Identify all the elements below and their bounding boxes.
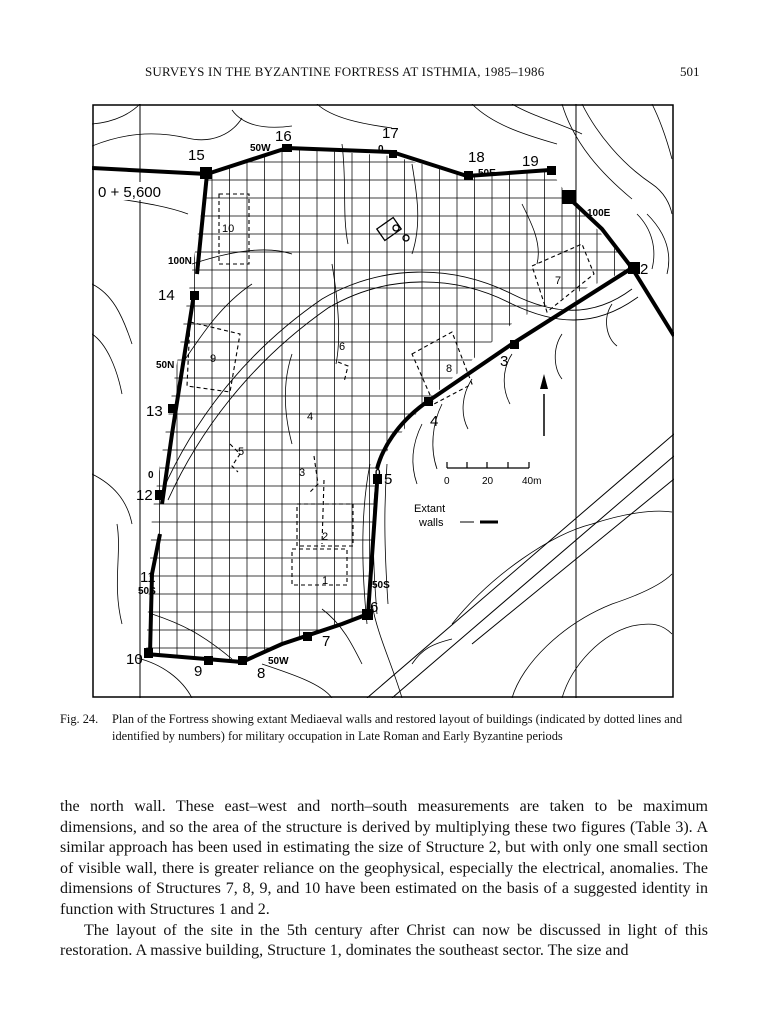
tower-label-15: 15	[188, 147, 205, 164]
tower-label-17: 17	[382, 125, 399, 142]
structure-label-6: 6	[339, 341, 346, 353]
body-text	[60, 797, 708, 962]
tower-label-10: 10	[126, 651, 143, 668]
structure-label-3: 3	[299, 467, 306, 479]
scale-tick-40m: 40m	[522, 476, 542, 487]
structure-label-9: 9	[210, 353, 217, 365]
tower-label-11: 11	[140, 569, 156, 586]
legend	[414, 503, 498, 529]
body-paragraph: the north wall. These east–west and north–south measurements are taken to be maximum dimensions, and so the area of the structure is derived by multiplying these two figures (Table 3). A similar approach has been used in estimating the size of Structure 2, but with only one small section of visible wall, there is greater reliance on the geophysical, especially the electrical, anomalies. The dimensions of Structures 7, 8, 9, and 10 have been estimated on the basis of a suggested identity in function with Structures 1 and 2.	[60, 798, 708, 918]
grid-label-100e: 100E	[587, 208, 611, 219]
tower-label-18: 18	[468, 149, 485, 166]
structure-label-7: 7	[555, 275, 562, 287]
structure-label-8: 8	[446, 363, 453, 375]
scale-bar	[447, 462, 529, 468]
structure-label-1: 1	[322, 575, 329, 587]
grid-label-50s-east: 50S	[372, 580, 390, 591]
tower-label-13: 13	[146, 403, 163, 420]
grid-label-50w-south: 50W	[268, 656, 289, 667]
figure-caption-text: Plan of the Fortress showing extant Mediaeval walls and restored layout of buildings (indicated by dotted lines and identified by numbers) for military occupation in Late Roman and Early Byzantine periods	[112, 712, 683, 743]
datum-label: 0 + 5,600	[98, 184, 161, 201]
body-paragraph: The layout of the site in the 5th century after Christ can now be discussed in light of this restoration. A massive building, Structure 1, dominates the southeast sector. The size and	[60, 921, 708, 960]
grid-label-50w-north: 50W	[250, 143, 271, 154]
restored-structures	[187, 194, 594, 585]
structure-label-10: 10	[222, 223, 235, 235]
tower-label-3: 3	[500, 353, 509, 370]
running-title: SURVEYS IN THE BYZANTINE FORTRESS AT ISTHMIA, 1985–1986	[145, 64, 545, 79]
tower-label-12: 12	[136, 487, 153, 504]
fortress-plan-map	[92, 104, 674, 698]
scale-tick-20: 20	[482, 476, 494, 487]
grid-label-100n: 100N	[168, 256, 192, 267]
grid-label-50e: 50E	[478, 168, 496, 179]
legend-label-line2: walls	[419, 517, 444, 529]
grid-label-50n: 50N	[156, 360, 175, 371]
grid-label-0-north: 0	[378, 144, 384, 155]
tower-label-5: 5	[384, 471, 393, 488]
tower-label-19: 19	[522, 153, 539, 170]
tower-label-7: 7	[322, 633, 331, 650]
structure-label-2: 2	[322, 531, 329, 543]
legend-label-line1: Extant	[414, 503, 446, 515]
grid-label-50s-west: 50S	[138, 586, 156, 597]
tower-label-4: 4	[430, 413, 439, 430]
grid-label-0-west: 0	[148, 470, 154, 481]
figure-caption-label: Fig. 24.	[60, 712, 99, 726]
tower-label-16: 16	[275, 128, 292, 145]
north-arrow-icon	[540, 374, 548, 436]
modern-roads	[140, 104, 674, 698]
tower-label-9: 9	[194, 663, 203, 680]
page-number: 501	[680, 64, 700, 79]
structure-label-4: 4	[307, 411, 314, 423]
structure-labels	[210, 223, 561, 587]
grid-label-0-east: 0	[375, 468, 381, 479]
scale-tick-0: 0	[444, 476, 450, 487]
tower-label-2: 2	[640, 261, 649, 278]
tower-label-14: 14	[158, 287, 175, 304]
fortress-plan-figure	[92, 104, 674, 698]
tower-label-8: 8	[257, 665, 266, 682]
towers	[144, 144, 640, 665]
running-head	[0, 64, 768, 82]
structure-label-5: 5	[238, 446, 245, 458]
tower-label-6: 6	[370, 599, 379, 616]
